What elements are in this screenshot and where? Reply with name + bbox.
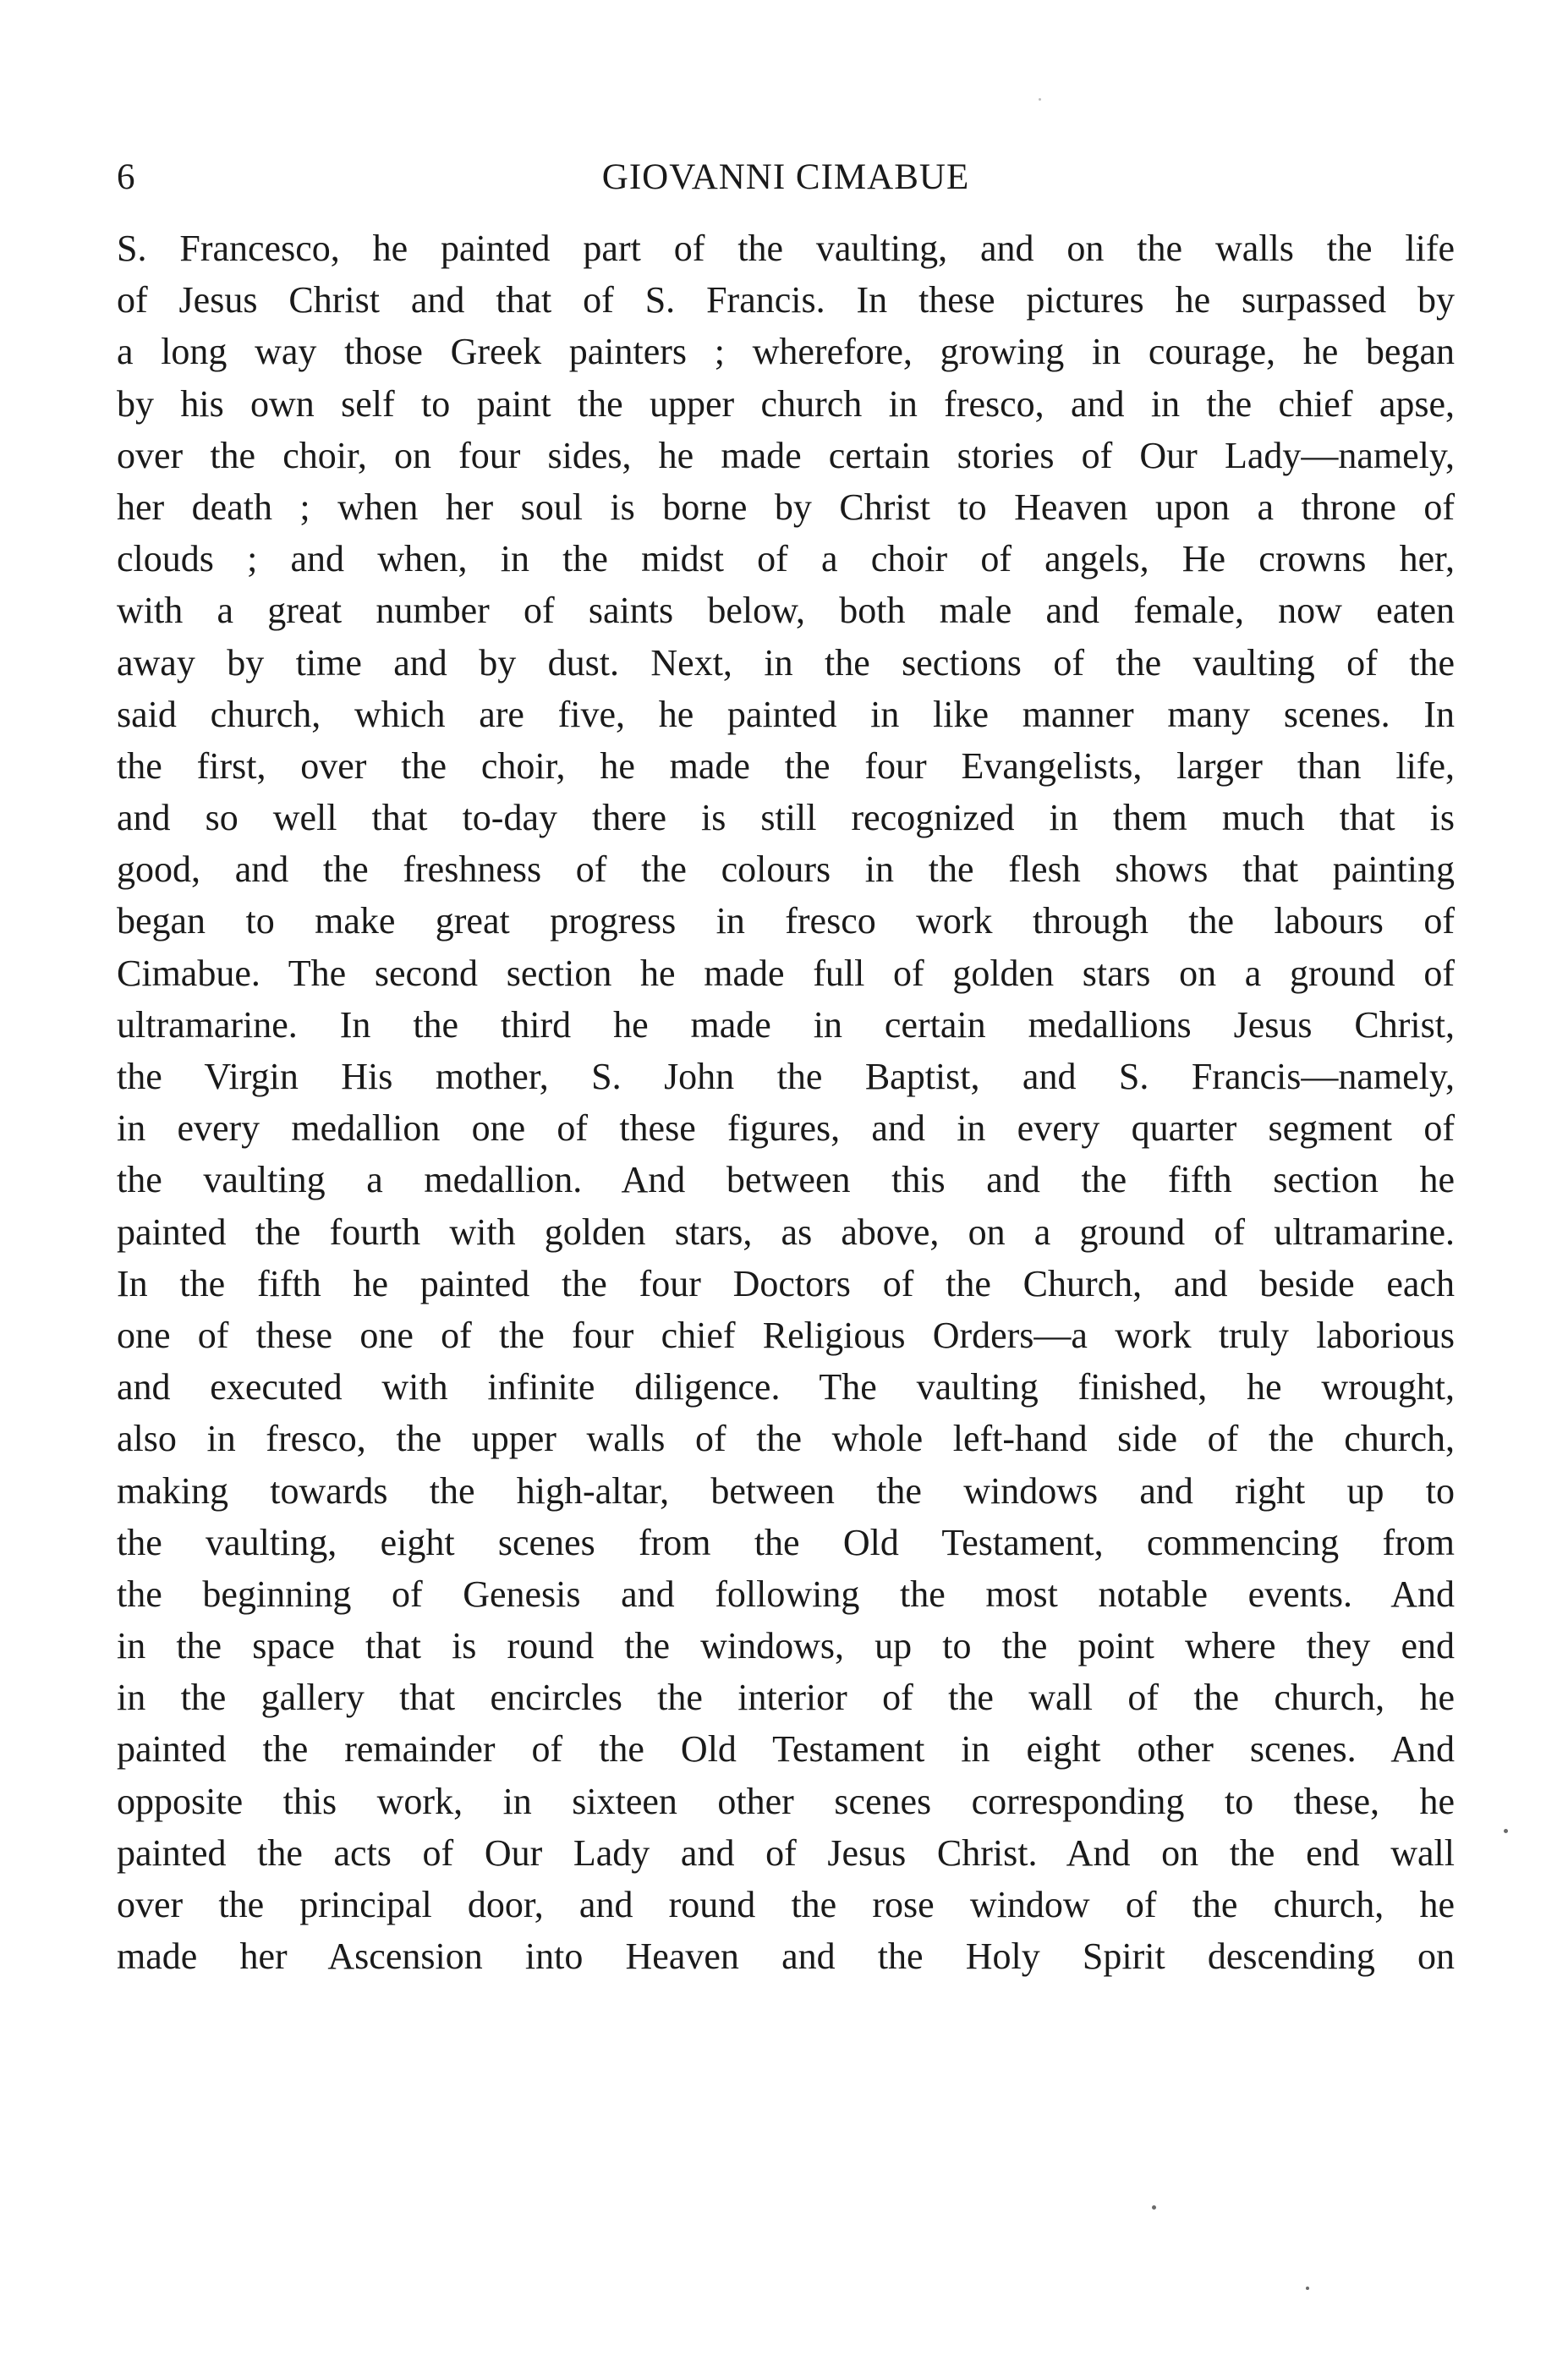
text-line: in the gallery that encircles the interior of the wall of the church, he <box>117 1677 1455 1719</box>
text-line: in every medallion one of these figures, and in every quarter segment of <box>117 1107 1455 1150</box>
text-line: in the space that is round the windows, up to the point where they end <box>117 1625 1455 1667</box>
text-line: and executed with infinite diligence. The vaulting finished, he wrought, <box>117 1366 1455 1408</box>
print-speck <box>1039 98 1041 101</box>
text-line: the Virgin His mother, S. John the Baptist, and S. Francis—namely, <box>117 1056 1455 1097</box>
text-line: of Jesus Christ and that of S. Francis. In these pictures he surpassed by <box>117 279 1455 321</box>
text-line: one of these one of the four chief Religious Orders—a work truly laborious <box>117 1314 1455 1356</box>
page-header <box>117 148 1455 207</box>
text-line: also in fresco, the upper walls of the whole left-hand side of the church, <box>117 1418 1455 1460</box>
text-line: painted the remainder of the Old Testament in eight other scenes. And <box>117 1728 1455 1771</box>
text-line: the vaulting, eight scenes from the Old Testament, commencing from <box>117 1521 1455 1563</box>
text-line: opposite this work, in sixteen other scenes corresponding to these, he <box>117 1780 1455 1822</box>
print-speck <box>1152 2205 1156 2210</box>
text-line: a long way those Greek painters ; wherefore, growing in courage, he began <box>117 331 1455 373</box>
text-line: said church, which are five, he painted in like manner many scenes. In <box>117 693 1455 735</box>
text-line: good, and the freshness of the colours in the flesh shows that painting <box>117 848 1455 891</box>
text-line: the beginning of Genesis and following the most notable events. And <box>117 1573 1455 1615</box>
text-line: clouds ; and when, in the midst of a choir of angels, He crowns her, <box>117 538 1455 580</box>
text-line: over the choir, on four sides, he made certain stories of Our Lady—namely, <box>117 434 1455 476</box>
text-line: made her Ascension into Heaven and the Holy Spirit descending on <box>117 1935 1455 1978</box>
text-line: her death ; when her soul is borne by Christ to Heaven upon a throne of <box>117 486 1455 528</box>
text-line: the first, over the choir, he made the four Evangelists, larger than life, <box>117 744 1455 787</box>
text-line: with a great number of saints below, both male and female, now eaten <box>117 590 1455 632</box>
text-line: ultramarine. In the third he made in certain medallions Jesus Christ, <box>117 1003 1455 1046</box>
text-line: the vaulting a medallion. And between this and the fifth section he <box>117 1159 1455 1201</box>
running-title: GIOVANNI CIMABUE <box>601 157 970 197</box>
text-line: began to make great progress in fresco work through the labours of <box>117 900 1455 942</box>
print-speck <box>1504 1829 1508 1833</box>
text-line: over the principal door, and round the rose window of the church, he <box>117 1884 1455 1925</box>
text-line: Cimabue. The second section he made full of golden stars on a ground of <box>117 952 1455 994</box>
text-line: painted the fourth with golden stars, as above, on a ground of ultramarine. <box>117 1211 1455 1253</box>
print-speck <box>1306 2287 1309 2290</box>
text-line: In the fifth he painted the four Doctors of the Church, and beside each <box>117 1262 1455 1304</box>
page-number: 6 <box>117 157 135 197</box>
text-line: making towards the high-altar, between the windows and right up to <box>117 1469 1455 1512</box>
text-line: by his own self to paint the upper church in fresco, and in the chief apse, <box>117 382 1455 425</box>
text-line: painted the acts of Our Lady and of Jesus Christ. And on the end wall <box>117 1831 1455 1874</box>
body-text <box>117 222 1455 1982</box>
text-line: S. Francesco, he painted part of the vaulting, and on the walls the life <box>117 228 1455 269</box>
text-line: away by time and by dust. Next, in the sections of the vaulting of the <box>117 641 1455 684</box>
text-line: and so well that to-day there is still recognized in them much that is <box>117 797 1455 839</box>
